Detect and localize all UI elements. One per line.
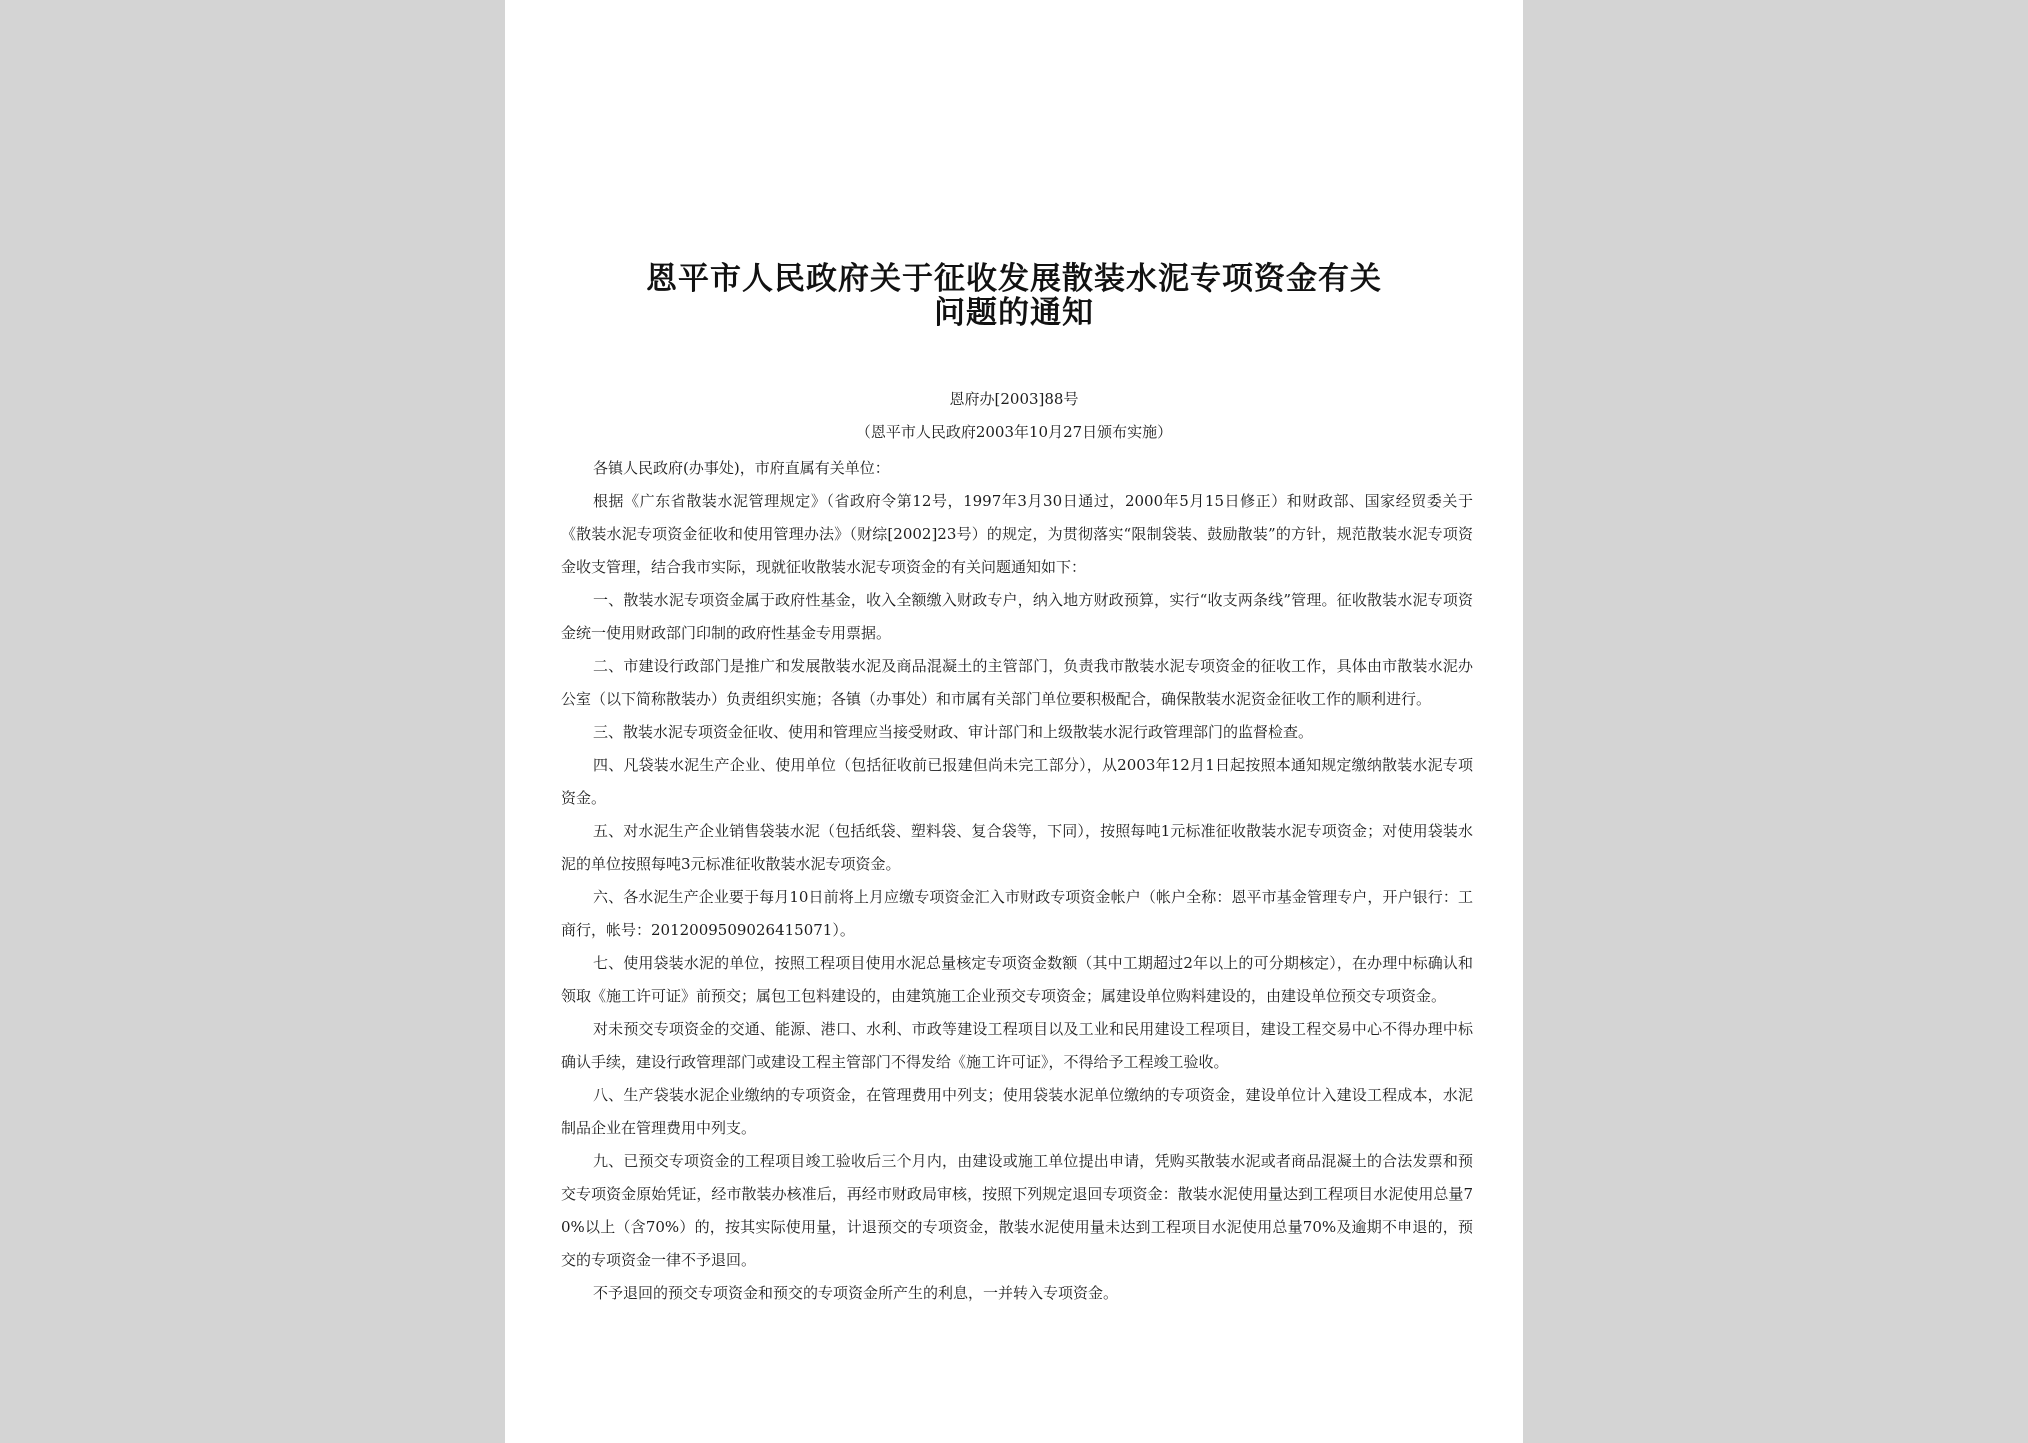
paragraph-item-1: 一、散装水泥专项资金属于政府性基金，收入全额缴入财政专户，纳入地方财政预算，实行“收支两条线”管理。征收散装水泥专项资金统一使用财政部门印制的政府性基金专用票据。 [561,591,1473,642]
title-line-2: 问题的通知 [934,295,1094,331]
paragraph-item-3: 三、散装水泥专项资金征收、使用和管理应当接受财政、审计部门和上级散装水泥行政管理部门的监督检查。 [593,723,1314,741]
paragraph-item-5: 五、对水泥生产企业销售袋装水泥（包括纸袋、塑料袋、复合袋等，下同），按照每吨1元标准征收散装水泥专项资金；对使用袋装水泥的单位按照每吨3元标准征收散装水泥专项资金。 [561,822,1473,873]
paragraph-item-6: 六、各水泥生产企业要于每月10日前将上月应缴专项资金汇入市财政专项资金帐户（帐户全称：恩平市基金管理专户，开户银行：工商行，帐号：2012009509026415071）。 [561,888,1473,939]
paragraph-item-7: 七、使用袋装水泥的单位，按照工程项目使用水泥总量核定专项资金数额（其中工期超过2年以上的可分期核定），在办理中标确认和领取《施工许可证》前预交；属包工包料建设的，由建筑施工企业预交专项资金；属建设单位购料建设的，由建设单位预交专项资金。 [561,954,1473,1005]
document-number: 恩府办[2003]88号 [949,390,1079,408]
salutation: 各镇人民政府(办事处)，市府直属有关单位： [593,459,890,477]
paragraph-item-9-note: 不予退回的预交专项资金和预交的专项资金所产生的利息，一并转入专项资金。 [593,1284,1119,1302]
title-line-1: 恩平市人民政府关于征收发展散装水泥专项资金有关 [646,261,1382,297]
issue-note: （恩平市人民政府2003年10月27日颁布实施） [855,423,1173,441]
document-body [561,452,1473,1310]
document-title [505,262,1523,330]
paragraph-item-8: 八、生产袋装水泥企业缴纳的专项资金，在管理费用中列支；使用袋装水泥单位缴纳的专项资金，建设单位计入建设工程成本，水泥制品企业在管理费用中列支。 [561,1086,1473,1137]
paragraph-preamble: 根据《广东省散装水泥管理规定》（省政府令第12号，1997年3月30日通过，2000年5月15日修正）和财政部、国家经贸委关于《散装水泥专项资金征收和使用管理办法》（财综[2002]23号）的规定，为贯彻落实“限制袋装、鼓励散装”的方针，规范散装水泥专项资金收支管理，结合我市实际，现就征收散装水泥专项资金的有关问题通知如下： [561,492,1473,576]
paragraph-item-2: 二、市建设行政部门是推广和发展散装水泥及商品混凝土的主管部门，负责我市散装水泥专项资金的征收工作，具体由市散装水泥办公室（以下简称散装办）负责组织实施；各镇（办事处）和市属有关部门单位要积极配合，确保散装水泥资金征收工作的顺利进行。 [561,657,1473,708]
paragraph-item-4: 四、凡袋装水泥生产企业、使用单位（包括征收前已报建但尚未完工部分），从2003年12月1日起按照本通知规定缴纳散装水泥专项资金。 [561,756,1473,807]
paragraph-item-9: 九、已预交专项资金的工程项目竣工验收后三个月内，由建设或施工单位提出申请，凭购买散装水泥或者商品混凝土的合法发票和预交专项资金原始凭证，经市散装办核准后，再经市财政局审核，按照下列规定退回专项资金：散装水泥使用量达到工程项目水泥使用总量70%以上（含70%）的，按其实际使用量，计退预交的专项资金，散装水泥使用量未达到工程项目水泥使用总量70%及逾期不申退的，预交的专项资金一律不予退回。 [561,1152,1473,1269]
paragraph-item-7-note: 对未预交专项资金的交通、能源、港口、水利、市政等建设工程项目以及工业和民用建设工程项目，建设工程交易中心不得办理中标确认手续，建设行政管理部门或建设工程主管部门不得发给《施工许可证》，不得给予工程竣工验收。 [561,1020,1473,1071]
document-page [505,0,1523,1443]
